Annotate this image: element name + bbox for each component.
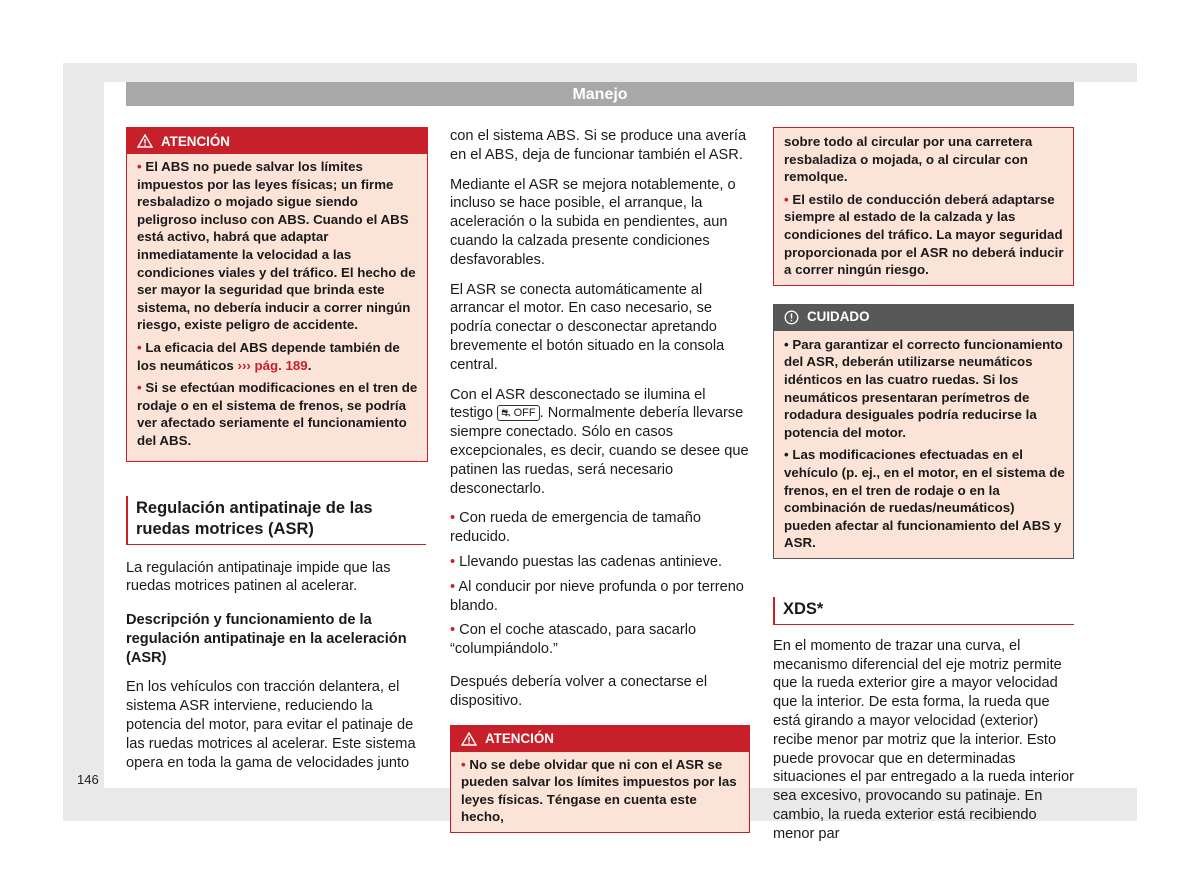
- list-item: • Con el coche atascado, para sacarlo “columpiándolo.”: [450, 622, 697, 658]
- list-item: • Al conducir por nieve profunda o por terreno blando.: [450, 578, 744, 614]
- caution-box: [773, 304, 1074, 559]
- caution-header: [774, 305, 1073, 331]
- warning-item: • Si se efectúan modificaciones en el tren de rodaje o en el sistema de frenos, se podría ver afectado seriamente el funcionamiento del ABS.: [137, 380, 418, 448]
- warning-item: • El estilo de conducción deberá adaptarse siempre al estado de la calzada y las condiciones del tráfico. La mayor seguridad proporcionada por el ASR no deberá inducir a correr ningún riesgo.: [784, 191, 1064, 278]
- section-title-asr: Regulación antipatinaje de las ruedas motrices (ASR): [126, 496, 426, 545]
- warning-body: [451, 752, 749, 832]
- list-item: • Llevando puestas las cadenas antinieve.: [450, 553, 723, 570]
- warning-header: [127, 128, 427, 154]
- warning-header: [451, 726, 749, 752]
- column-2: [450, 127, 750, 833]
- body-paragraph: Con el ASR desconectado se ilumina el testigo ⛐ OFF . Normalmente debería llevarse siempre conectado. Sólo en casos excepcionales, es decir, cuando se desee que patinen las ruedas, será necesario desconectarlo.: [450, 386, 749, 497]
- body-paragraph: En el momento de trazar una curva, el mecanismo diferencial del eje motriz permite que la rueda exterior gire a mayor velocidad que la interior. De esta forma, la rueda que está girando a mayor velocidad (exterior) recibe menor par motriz que la interior. Esto puede provocar que en determinadas situaciones el par entregado a la rueda interior sea excesivo, provocando su patinaje. En cambio, la rueda exterior está recibiendo menor par: [773, 637, 1074, 842]
- warning-triangle-icon: [461, 732, 477, 746]
- warning-box-continued: [773, 127, 1074, 286]
- warning-item: • No se debe olvidar que ni con el ASR se pueden salvar los límites impuestos por las leyes físicas. Téngase en cuenta este hecho,: [461, 756, 737, 825]
- caution-label: CUIDADO: [807, 309, 870, 325]
- list-item: • Con rueda de emergencia de tamaño reducido.: [450, 510, 701, 546]
- skid-icon: ⛐: [501, 407, 511, 420]
- subheading: Descripción y funcionamiento de la regulación antipatinaje en la aceleración (ASR): [126, 612, 407, 666]
- warning-triangle-icon: [137, 134, 153, 148]
- body-paragraph: con el sistema ABS. Si se produce una avería en el ABS, deja de funcionar también el ASR.: [450, 128, 747, 163]
- column-1: [126, 127, 428, 783]
- caution-item: • Para garantizar el correcto funcionamiento del ASR, deberán utilizarse neumáticos idénticos en las cuatro ruedas. Si los neumáticos presentaran perímetros de rodadura desiguales podría reducirse la potencia del motor.: [784, 336, 1063, 440]
- warning-box: [450, 725, 750, 833]
- chapter-header: Manejo: [126, 82, 1074, 106]
- asr-off-indicator: ⛐ OFF: [497, 405, 540, 421]
- intro-paragraph: La regulación antipatinaje impide que las ruedas motrices patinen al acelerar.: [126, 559, 391, 595]
- caution-body: [774, 331, 1073, 558]
- body-paragraph: El ASR se conecta automáticamente al arrancar el motor. En caso necesario, se podría conectar o desconectar apretando brevemente el botón situado en la consola central.: [450, 281, 725, 373]
- warning-label: ATENCIÓN: [485, 731, 554, 747]
- warning-body: sobre todo al circular por una carretera resbaladiza o mojada, o al circular con remolque. • El estilo de conducción deberá adaptarse siempre al estado de la calzada y las condiciones del tráfico. La mayor seguridad proporcionada por el ASR no deberá inducir a correr ningún riesgo.: [784, 134, 1064, 278]
- warning-item: • La eficacia del ABS depende también de los neumáticos ››› pág. 189.: [137, 339, 400, 373]
- warning-label: ATENCIÓN: [161, 133, 230, 149]
- body-paragraph: Mediante el ASR se mejora notablemente, o incluso se hace posible, el arranque, la aceleración o la subida en pendientes, aun cuando la calzada presente condiciones desfavorables.: [450, 176, 736, 268]
- section-title-xds: XDS*: [773, 597, 1074, 625]
- warning-body: [127, 154, 427, 461]
- warning-item: • El ABS no puede salvar los límites impuestos por las leyes físicas; un firme resbaladizo o mojado sigue siendo peligroso incluso con ABS. Cuando el ABS está activo, habrá que adaptar inmediatamente la velocidad a las condiciones viales y del tráfico. El hecho de ser mayor la seguridad que brinda este sistema, no debería inducir a correr ningún riesgo, existe peligro de accidente.: [137, 159, 416, 333]
- page-number: 146: [77, 772, 99, 787]
- caution-item: • Las modificaciones efectuadas en el vehículo (p. ej., en el motor, en el sistema de frenos, en el tren de rodaje o en la combinación de ruedas/neumáticos) pueden afectar al funcionamiento del ABS y ASR.: [784, 447, 1065, 551]
- body-paragraph: En los vehículos con tracción delantera, el sistema ASR interviene, reduciendo la potencia del motor, para evitar el patinaje de las ruedas motrices al acelerar. Este sistema opera en toda la gama de velocidades junto: [126, 679, 416, 771]
- column-3: [773, 127, 1074, 855]
- page-reference-link[interactable]: ››› pág. 189: [237, 357, 308, 373]
- warning-box: [126, 127, 428, 462]
- info-circle-icon: [784, 310, 799, 325]
- body-paragraph: Después debería volver a conectarse el dispositivo.: [450, 673, 708, 709]
